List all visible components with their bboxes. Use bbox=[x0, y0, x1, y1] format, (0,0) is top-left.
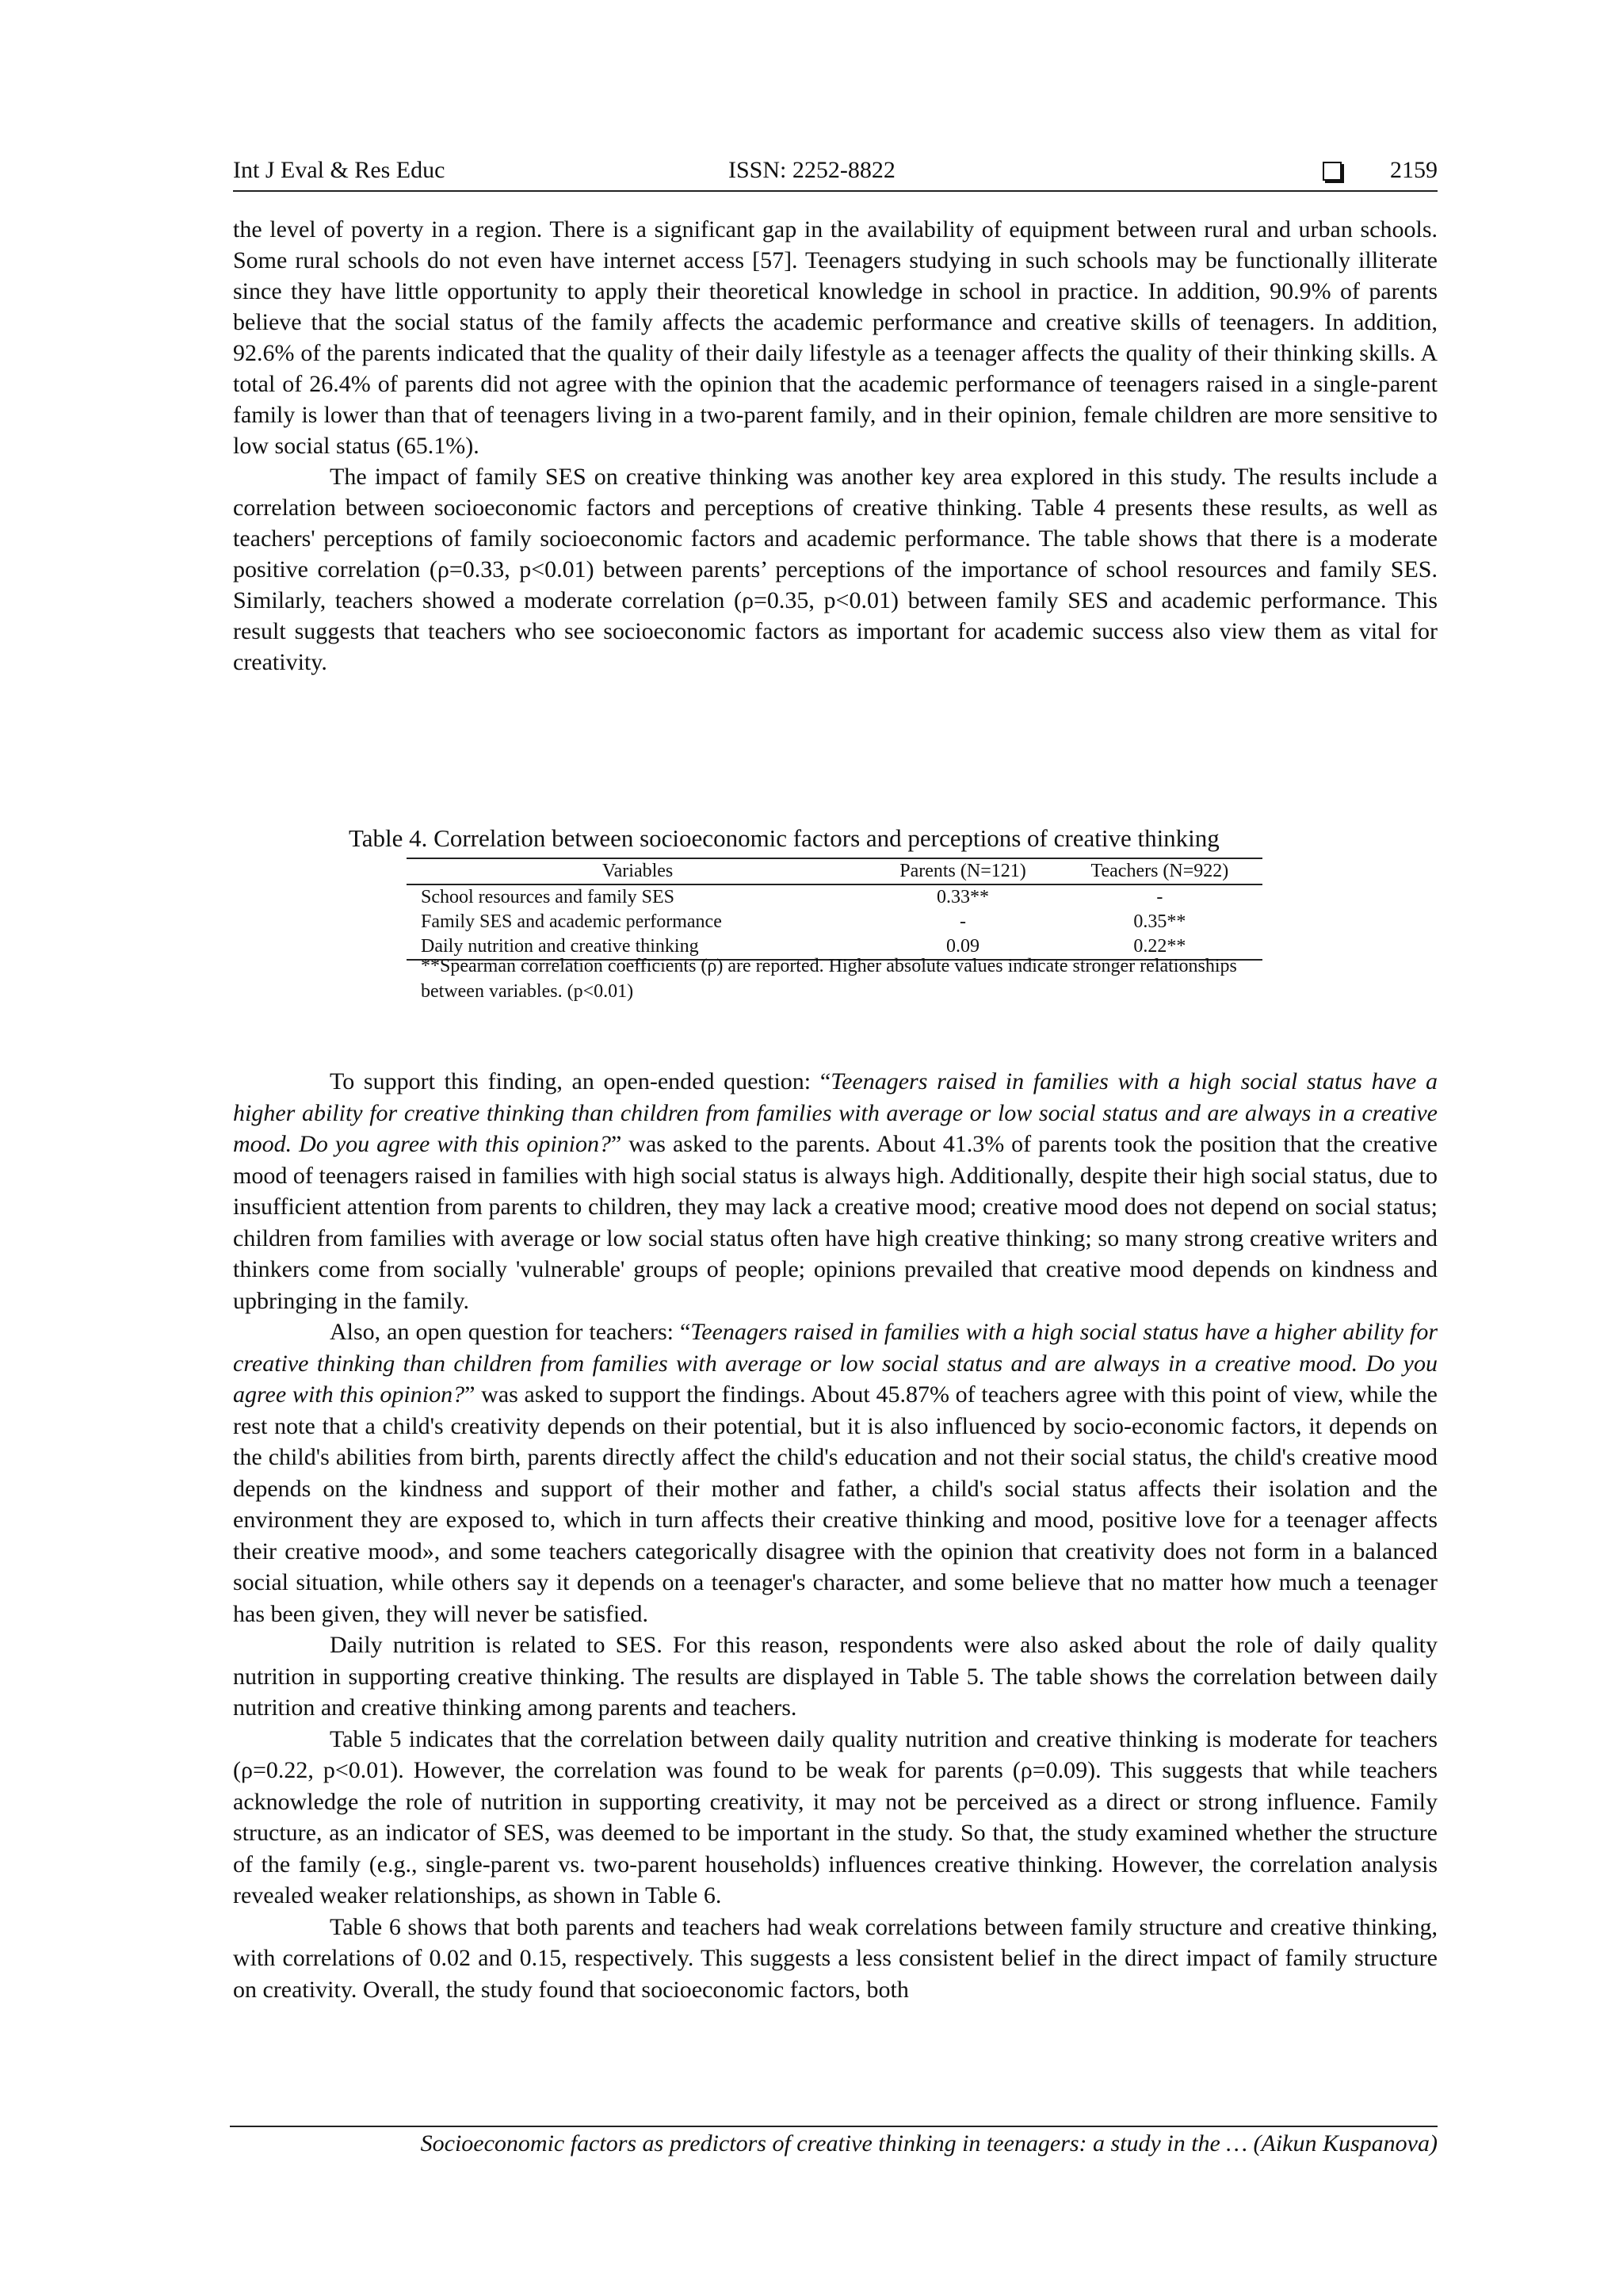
page-number: 2159 bbox=[1390, 157, 1438, 183]
table-row bbox=[407, 910, 1262, 934]
paragraph-4 bbox=[233, 1316, 1438, 1629]
table-cell: 0.22** bbox=[1057, 934, 1262, 960]
footer-divider bbox=[230, 2126, 1438, 2127]
column-header-variables: Variables bbox=[407, 858, 869, 884]
paragraph-6: Table 5 indicates that the correlation between daily quality nutrition and creative thinking is moderate for teachers (ρ=0.22, p<0.01). However, the correlation was found to be weak for parents (ρ=0.09). This suggests that while teachers acknowledge the role of nutrition in supporting creativity, it may not be perceived as a direct or strong influence. Family structure, as an indicator of SES, was deemed to be important in the study. So that, the study examined whether the structure of the family (e.g., single-parent vs. two-parent households) influences creative thinking. However, the correlation analysis revealed weaker relationships, as shown in Table 6. bbox=[233, 1725, 1438, 1908]
paragraph-3-lead: To support this finding, an open-ended question: “ bbox=[330, 1068, 831, 1095]
paragraph-3-quote: Teenagers raised in families with a high social status have a higher ability for creative thinking than children from families with average or low social status and are always in a creative mood. Do you agree with this opinion? bbox=[233, 1068, 1438, 1157]
paragraph-4-lead: Also, an open question for teachers: “ bbox=[330, 1319, 691, 1345]
paragraph-4-rest: ” was asked to support the findings. About 45.87% of teachers agree with this point of view, while the rest note that a child's creativity depends on their potential, but it is also influenced by socio-economic factors, it depends on the child's abilities from birth, parents directly affect the child's education and not their social status, the child's creative mood depends on the kindness and support of their mother and father, a child's social status affects their isolation and the environment they are exposed to, which in turn affects their creative thinking and mood, positive love for a teenager affects their creative mood», and some teachers categorically disagree with the opinion that creativity does not form in a balanced social situation, while others say it depends on a teenager's character, and some believe that no matter how much a teenager has been given, they will never be satisfied. bbox=[233, 1381, 1438, 1627]
journal-name: Int J Eval & Res Educ bbox=[233, 157, 445, 183]
table-caption: Table 4. Correlation between socioeconomic factors and perceptions of creative thinking bbox=[349, 824, 1220, 852]
box-bullet-icon bbox=[1323, 162, 1342, 181]
table-cell: Daily nutrition and creative thinking bbox=[407, 934, 869, 960]
paragraph-3-rest: ” was asked to the parents. About 41.3% of parents took the position that the creative mood of teenagers raised in families with high social status is always high. Additionally, despite their high social status, due to insufficient attention from parents to children, they may lack a creative mood; creative mood does not depend on social status; children from families with average or low social status often have high creative thinking; so many strong creative writers and thinkers come from socially 'vulnerable' groups of people; opinions prevailed that creative mood depends on kindness and upbringing in the family. bbox=[233, 1131, 1438, 1314]
running-footer: Socioeconomic factors as predictors of creative thinking in teenagers: a study in the … (Aikun Kuspanova) bbox=[420, 2130, 1438, 2157]
running-header bbox=[233, 157, 1438, 192]
paragraph-5: Daily nutrition is related to SES. For this reason, respondents were also asked about the role of daily quality nutrition in supporting creative thinking. The results are displayed in Table 5. The table shows the correlation between daily nutrition and creative thinking among parents and teachers. bbox=[233, 1632, 1438, 1721]
table-cell: 0.35** bbox=[1133, 911, 1186, 932]
correlation-table bbox=[407, 858, 1262, 961]
issn: ISSN: 2252-8822 bbox=[728, 157, 896, 183]
paragraph-2: The impact of family SES on creative thinking was another key area explored in this study. The results include a correlation between socioeconomic factors and perceptions of creative thinking. Table 4 presents these results, as well as teachers' perceptions of family socioeconomic factors and academic performance. The table shows that there is a moderate positive correlation (ρ=0.33, p<0.01) between parents’ perceptions of the importance of school resources and family SES. Similarly, teachers showed a moderate correlation (ρ=0.35, p<0.01) between family SES and academic performance. This result suggests that teachers who see socioeconomic factors as important for academic success also view them as vital for creativity. bbox=[233, 464, 1438, 675]
paragraph-4-quote: Teenagers raised in families with a high social status have a higher ability for creative thinking than children from families with average or low social status and are always in a creative mood. Do you agree with this opinion? bbox=[233, 1319, 1438, 1408]
table-header-row bbox=[407, 858, 1262, 884]
column-header-teachers: Teachers (N=922) bbox=[1057, 858, 1262, 884]
body-text-bottom bbox=[233, 1066, 1438, 2005]
paragraph-7: Table 6 shows that both parents and teachers had weak correlations between family structure and creative thinking, with correlations of 0.02 and 0.15, respectively. This suggests a less consistent belief in the direct impact of family structure on creativity. Overall, the study found that socioeconomic factors, both bbox=[233, 1913, 1438, 2003]
paragraph-1: the level of poverty in a region. There is a significant gap in the availability of equipment between rural and urban schools. Some rural schools do not even have internet access [57]. Teenagers studying in such schools may be functionally illiterate since they have little opportunity to apply their theoretical knowledge in school in practice. In addition, 90.9% of parents believe that the social status of the family affects the academic performance and creative skills of teenagers. In addition, 92.6% of the parents indicated that the quality of their daily lifestyle as a teenager affects the quality of their thinking skills. A total of 26.4% of parents did not agree with the opinion that the academic performance of teenagers raised in a single-parent family is lower than that of teenagers living in a two-parent family, and in their opinion, female children are more sensitive to low social status (65.1%). bbox=[233, 216, 1438, 459]
body-text-top bbox=[233, 214, 1438, 678]
table-cell: School resources and family SES bbox=[421, 887, 674, 907]
table-cell: - bbox=[1156, 887, 1163, 907]
paragraph-3 bbox=[233, 1066, 1438, 1316]
table-cell: Family SES and academic performance bbox=[421, 911, 722, 932]
column-header-parents: Parents (N=121) bbox=[869, 858, 1057, 884]
table-cell: 0.09 bbox=[869, 934, 1057, 960]
table-cell: - bbox=[960, 911, 966, 932]
table-row bbox=[407, 884, 1262, 910]
table-note: **Spearman correlation coefficients (ρ) are reported. Higher absolute values indicate stronger relationships between variables. (p<0.01) bbox=[421, 956, 1237, 1002]
table-cell: 0.33** bbox=[937, 887, 989, 907]
